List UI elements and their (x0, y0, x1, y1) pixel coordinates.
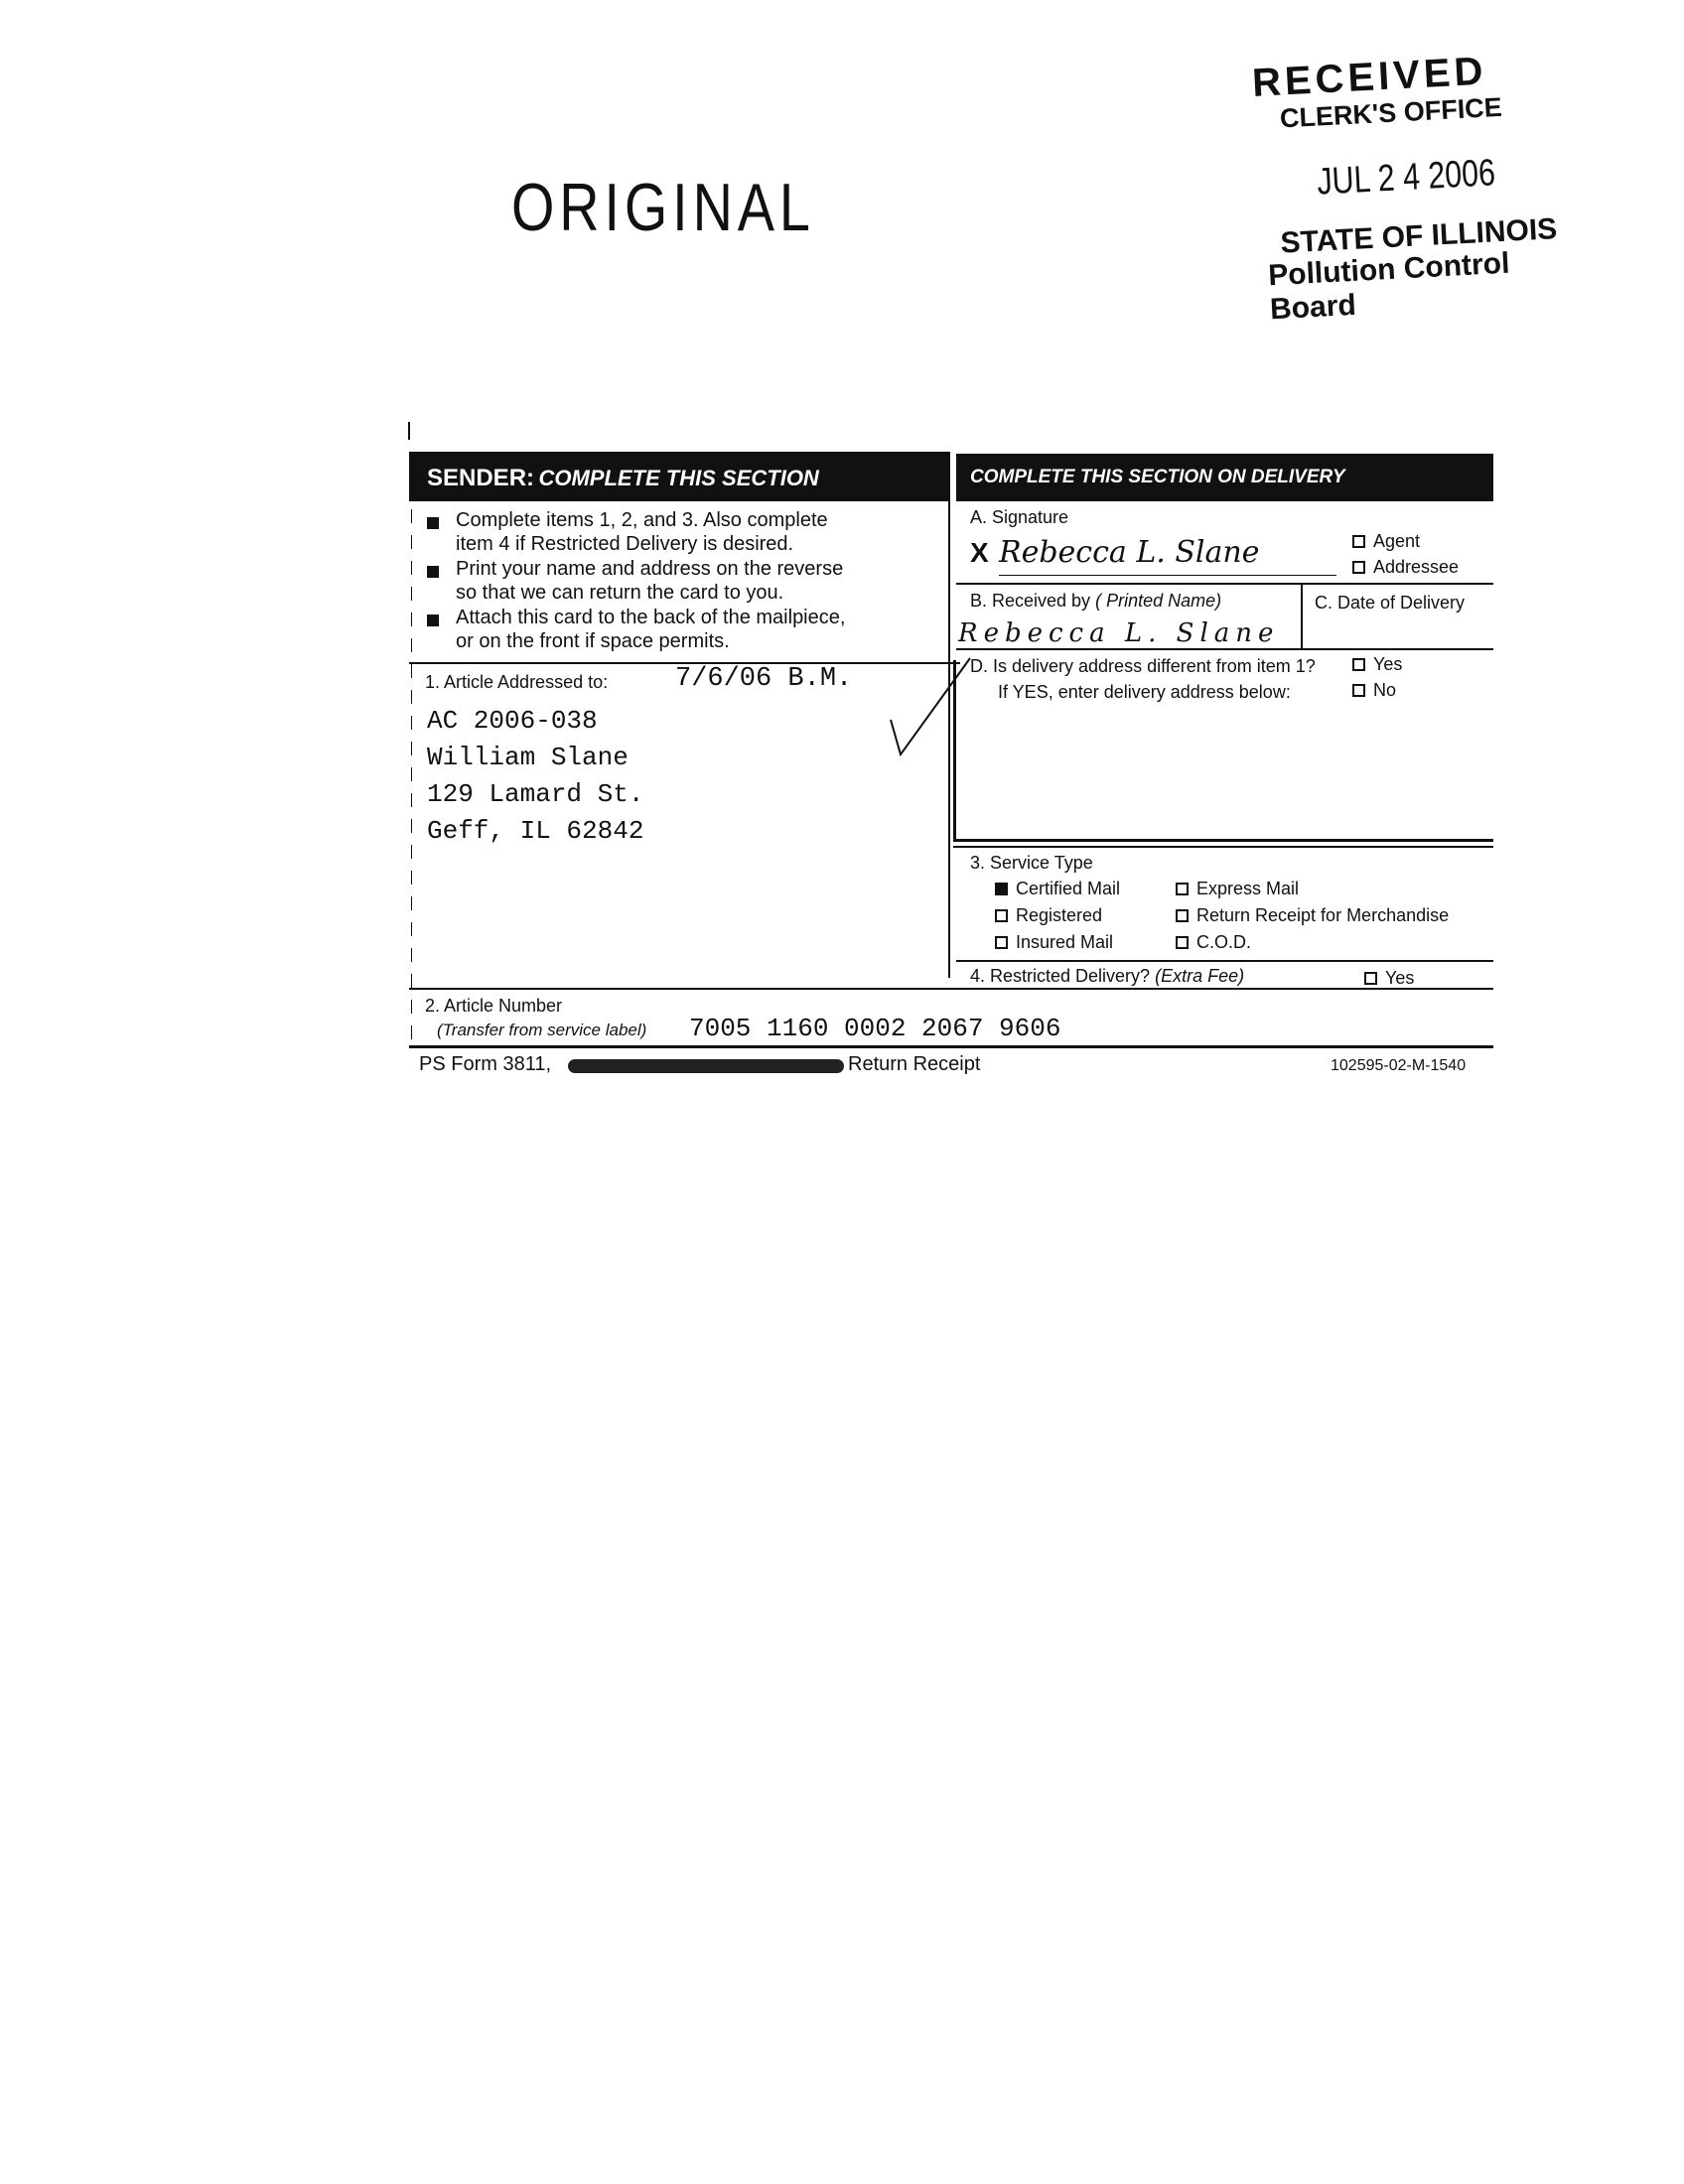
restricted-delivery-field (970, 966, 1244, 987)
different-no-checkbox[interactable] (1352, 684, 1365, 697)
margin-mark (408, 422, 410, 440)
instruction-2-line1: Print your name and address on the reverse (456, 558, 844, 580)
insured-label: Insured Mail (1016, 932, 1114, 952)
received-by-value: Rebecca L. Slane (958, 618, 1280, 648)
instruction-1-line1: Complete items 1, 2, and 3. Also complete (456, 509, 828, 531)
form-label: PS Form 3811, (419, 1053, 552, 1075)
received-by-label: B. Received by (970, 591, 1091, 611)
addressee-option (1352, 557, 1459, 578)
cod-checkbox[interactable] (1176, 936, 1189, 949)
received-stamp (1251, 44, 1601, 327)
address-line-2: William Slane (427, 743, 629, 772)
restricted-yes-option (1364, 968, 1414, 989)
original-mark: ORIGINAL (511, 170, 815, 245)
transfer-label: (Transfer from service label) (437, 1021, 647, 1039)
address-line-4: Geff, IL 62842 (427, 816, 644, 846)
signature-value: Rebecca L. Slane (999, 535, 1260, 570)
handwritten-note: 7/6/06 B.M. (675, 664, 853, 694)
bullet-icon (427, 614, 439, 626)
received-by-field (970, 591, 1221, 612)
registered-option (995, 905, 1102, 926)
express-label: Express Mail (1196, 879, 1300, 898)
different-address-label: D. Is delivery address different from item 1? (970, 656, 1316, 676)
cod-option (1176, 932, 1251, 953)
insured-checkbox[interactable] (995, 936, 1008, 949)
bullet-icon (427, 566, 439, 578)
section-rule (953, 846, 1493, 848)
return-receipt-card (409, 452, 1493, 1092)
divider (409, 988, 1493, 990)
service-type-label: 3. Service Type (970, 853, 1093, 873)
left-edge (411, 509, 412, 1045)
different-yes-label: Yes (1373, 654, 1403, 674)
sender-header-bold: SENDER: (427, 465, 535, 491)
stamp-date: JUL 2 4 2006 (1316, 152, 1497, 204)
restricted-yes-checkbox[interactable] (1364, 972, 1377, 985)
instruction-3-line1: Attach this card to the back of the mailpiece, (456, 607, 846, 628)
instruction-2-line2: so that we can return the card to you. (456, 582, 784, 604)
agent-option (1352, 531, 1420, 552)
signature-label: A. Signature (970, 507, 1069, 527)
sender-header-italic: COMPLETE THIS SECTION (538, 466, 819, 490)
restricted-yes-label: Yes (1385, 968, 1415, 988)
addressee-checkbox[interactable] (1352, 561, 1365, 574)
stamp-received: RECEIVED (1251, 49, 1488, 105)
form-code: 102595-02-M-1540 (1331, 1057, 1467, 1074)
express-checkbox[interactable] (1176, 883, 1189, 895)
form-suffix: Return Receipt (848, 1053, 981, 1075)
extra-fee-label: (Extra Fee) (1155, 966, 1245, 986)
cod-label: C.O.D. (1196, 932, 1252, 952)
divider (956, 960, 1493, 962)
article-number-value: 7005 1160 0002 2067 9606 (689, 1014, 1061, 1043)
signature-underline (999, 575, 1336, 576)
address-line-1: AC 2006-038 (427, 706, 598, 736)
if-yes-label: If YES, enter delivery address below: (998, 682, 1291, 702)
divider (956, 648, 1493, 650)
center-divider-thick (953, 660, 956, 841)
article-addressed-label: 1. Article Addressed to: (425, 672, 609, 692)
insured-option (995, 932, 1113, 953)
divider (409, 1045, 1493, 1048)
registered-label: Registered (1016, 905, 1103, 925)
certified-option (995, 879, 1120, 899)
sender-header (409, 452, 948, 501)
delivery-header-text: COMPLETE THIS SECTION ON DELIVERY (970, 467, 1345, 487)
instruction-1-line2: item 4 if Restricted Delivery is desired. (456, 533, 794, 555)
printed-name-label: ( Printed Name) (1095, 591, 1222, 611)
addressee-label: Addressee (1373, 557, 1460, 577)
different-yes-option (1352, 654, 1402, 675)
redaction-mark (568, 1059, 844, 1073)
bullet-icon (427, 517, 439, 529)
delivery-header (956, 454, 1493, 501)
address-line-3: 129 Lamard St. (427, 779, 644, 809)
date-of-delivery-label: C. Date of Delivery (1315, 593, 1466, 613)
certified-label: Certified Mail (1016, 879, 1121, 898)
express-option (1176, 879, 1299, 899)
stamp-state: STATE OF ILLINOIS (1279, 212, 1559, 260)
return-receipt-checkbox[interactable] (1176, 909, 1189, 922)
certified-checkbox-checked[interactable] (995, 883, 1008, 895)
checkmark-icon (871, 650, 980, 769)
agent-label: Agent (1373, 531, 1421, 551)
different-no-label: No (1373, 680, 1397, 700)
stamp-board: Pollution Control Board (1267, 246, 1511, 327)
signature-x: X (970, 537, 989, 568)
stamp-clerks-office: CLERK'S OFFICE (1279, 91, 1503, 134)
different-yes-checkbox[interactable] (1352, 658, 1365, 671)
date-divider (1301, 583, 1303, 648)
different-no-option (1352, 680, 1396, 701)
divider (956, 583, 1493, 585)
agent-checkbox[interactable] (1352, 535, 1365, 548)
return-receipt-label: Return Receipt for Merchandise (1196, 905, 1450, 925)
registered-checkbox[interactable] (995, 909, 1008, 922)
restricted-label: 4. Restricted Delivery? (970, 966, 1151, 986)
article-number-label: 2. Article Number (425, 996, 563, 1016)
instruction-3-line2: or on the front if space permits. (456, 630, 730, 652)
center-divider (948, 452, 950, 978)
return-receipt-option (1176, 905, 1449, 926)
section-rule (953, 839, 1493, 842)
